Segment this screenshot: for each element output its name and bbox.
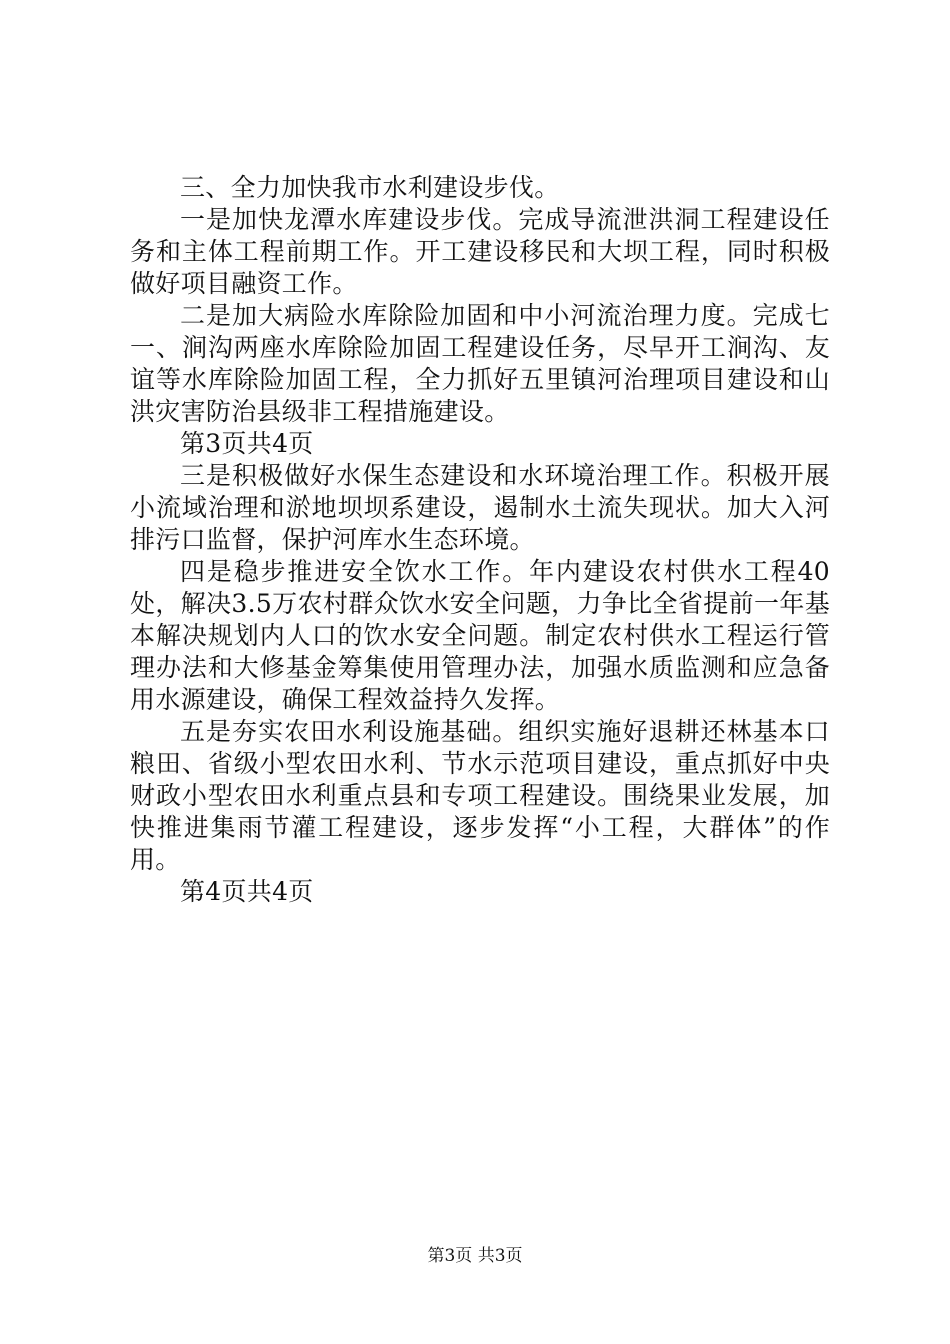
section-heading: 三、全力加快我市水利建设步伐。: [180, 173, 560, 202]
inline-page-marker: 第3页共4页: [180, 429, 314, 458]
page-footer: [0, 1245, 950, 1267]
paragraph-ecological-construction: 三是积极做好水保生态建设和水环境治理工作。积极开展小流域治理和淤地坝坝系建设，遏制水土流失现状。加大入河排污口监督，保护河库水生态环境。: [130, 461, 830, 554]
footer-total-pages: 共3页: [477, 1246, 523, 1266]
footer-page-number: 第3页: [427, 1246, 473, 1266]
paragraph-reservoir-reinforcement: 二是加大病险水库除险加固和中小河流治理力度。完成七一、涧沟两座水库除险加固工程建设任务，尽早开工涧沟、友谊等水库除险加固工程，全力抓好五里镇河治理项目建设和山洪灾害防治县级非工程措施建设。: [130, 301, 830, 426]
paragraph-longtan-reservoir: 一是加快龙潭水库建设步伐。完成导流泄洪洞工程建设任务和主体工程前期工作。开工建设移民和大坝工程，同时积极做好项目融资工作。: [130, 205, 830, 298]
paragraph-drinking-water-safety: 四是稳步推进安全饮水工作。年内建设农村供水工程40处，解决3.5万农村群众饮水安全问题，力争比全省提前一年基本解决规划内人口的饮水安全问题。制定农村供水工程运行管理办法和大修基金筹集使用管理办法，加强水质监测和应急备用水源建设，确保工程效益持久发挥。: [130, 557, 830, 714]
document-body: [130, 172, 830, 908]
inline-page-marker: 第4页共4页: [180, 877, 314, 906]
paragraph-farmland-irrigation: 五是夯实农田水利设施基础。组织实施好退耕还林基本口粮田、省级小型农田水利、节水示范项目建设，重点抓好中央财政小型农田水利重点县和专项工程建设。围绕果业发展，加快推进集雨节灌工程建设，逐步发挥“小工程，大群体”的作用。: [130, 717, 830, 874]
